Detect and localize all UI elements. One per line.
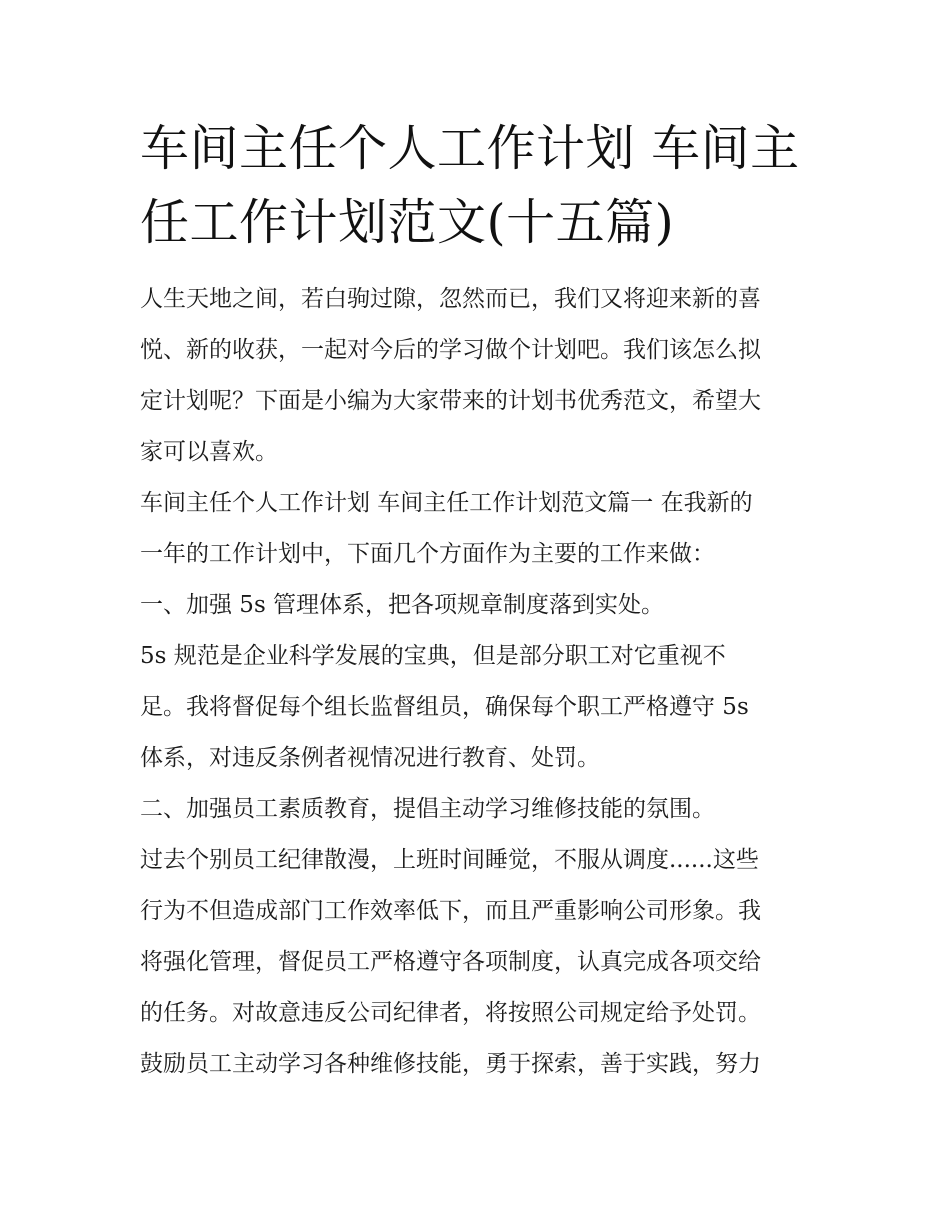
body-line: 鼓励员工主动学习各种维修技能，勇于探索，善于实践，努力 <box>140 1051 761 1077</box>
body-line: 将强化管理，督促员工严格遵守各项制度，认真完成各项交给 <box>140 949 761 975</box>
body-line: 人生天地之间，若白驹过隙，忽然而已，我们又将迎来新的喜 <box>140 286 761 312</box>
body-line: 行为不但造成部门工作效率低下，而且严重影响公司形象。我 <box>140 898 761 924</box>
body-line: 车间主任个人工作计划 车间主任工作计划范文篇一 在我新的 <box>140 490 753 516</box>
body-line: 一年的工作计划中，下面几个方面作为主要的工作来做： <box>140 541 715 567</box>
body-line: 悦、新的收获，一起对今后的学习做个计划吧。我们该怎么拟 <box>140 337 761 363</box>
body-line: 的任务。对故意违反公司纪律者，将按照公司规定给予处罚。 <box>140 1000 761 1026</box>
title-line: 任工作计划范文(十五篇) <box>140 194 675 251</box>
body-line: 过去个别员工纪律散漫，上班时间睡觉，不服从调度......这些 <box>140 847 759 873</box>
body-line: 5s 规范是企业科学发展的宝典，但是部分职工对它重视不 <box>140 643 726 669</box>
document-body <box>140 274 840 1090</box>
body-line: 一、加强 5s 管理体系，把各项规章制度落到实处。 <box>140 592 665 618</box>
body-line: 体系，对违反条例者视情况进行教育、处罚。 <box>140 745 600 771</box>
title-line: 车间主任个人工作计划 车间主 <box>140 120 800 177</box>
body-line: 定计划呢？下面是小编为大家带来的计划书优秀范文，希望大 <box>140 388 761 414</box>
document-title <box>140 112 830 260</box>
body-line: 家可以喜欢。 <box>140 439 278 465</box>
body-line: 二、加强员工素质教育，提倡主动学习维修技能的氛围。 <box>140 796 715 822</box>
body-line: 足。我将督促每个组长监督组员，确保每个职工严格遵守 5s <box>140 694 749 720</box>
